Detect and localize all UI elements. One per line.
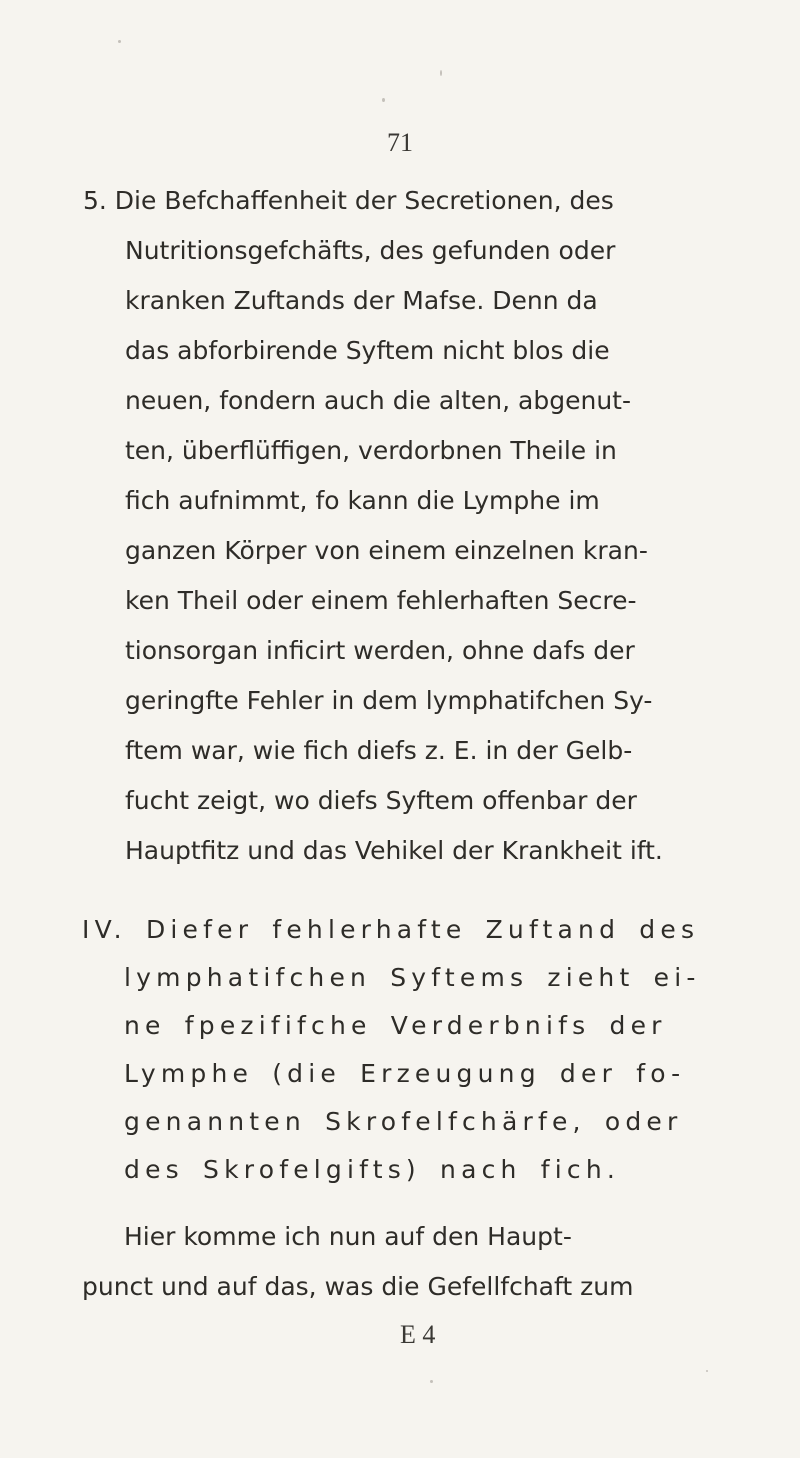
paragraph-5-line-9: ken Theil oder einem fehlerhaften Secre- (125, 586, 637, 615)
paragraph-5-line-12: ftem war, wie fich diefs z. E. in der Gelb- (125, 736, 633, 765)
paragraph-5-line-8: ganzen Körper von einem einzelnen kran- (125, 536, 648, 565)
section-iv-line-1: IV. Diefer fehlerhafte Zuftand des (82, 915, 700, 944)
paragraph-5-line-3: kranken Zuftands der Mafse. Denn da (125, 286, 598, 315)
section-iv-line-4: Lymphe (die Erzeugung der fo- (124, 1059, 686, 1088)
section-iv-line-5: genannten Skrofelfchärfe, oder (124, 1107, 683, 1136)
paragraph-5-line-14: Hauptfitz und das Vehikel der Krankheit ift. (125, 836, 663, 865)
closing-line-1: Hier komme ich nun auf den Haupt- (124, 1222, 572, 1251)
page-number: 71 (387, 128, 413, 157)
paragraph-5-line-4: das abforbirende Syftem nicht blos die (125, 336, 610, 365)
paragraph-5-line-13: fucht zeigt, wo diefs Syftem offenbar der (125, 786, 637, 815)
paper-speck (382, 98, 385, 102)
paragraph-5-line-7: fich aufnimmt, fo kann die Lymphe im (125, 486, 600, 515)
section-iv-line-6: des Skrofelgifts) nach fich. (124, 1155, 621, 1184)
paper-speck (430, 1380, 433, 1383)
paragraph-5-line-2: Nutritionsgefchäfts, des gefunden oder (125, 236, 616, 265)
paragraph-5-line-10: tionsorgan inficirt werden, ohne dafs der (125, 636, 635, 665)
catchword: E 4 (400, 1320, 436, 1349)
paragraph-5-line-11: geringfte Fehler in dem lymphatifchen Sy- (125, 686, 653, 715)
closing-line-2: punct und auf das, was die Gefellfchaft zum (82, 1272, 634, 1301)
paragraph-5-line-6: ten, überflüffigen, verdorbnen Theile in (125, 436, 617, 465)
paper-speck (118, 40, 121, 43)
section-iv-line-2: lymphatifchen Syftems zieht ei- (124, 963, 701, 992)
paper-speck (440, 70, 442, 76)
paragraph-5-line-1: 5. Die Befchaffenheit der Secretionen, des (83, 186, 614, 215)
paragraph-5-line-5: neuen, fondern auch die alten, abgenut- (125, 386, 631, 415)
paper-speck (706, 1370, 708, 1372)
section-iv-line-3: ne fpezififche Verderbnifs der (124, 1011, 667, 1040)
